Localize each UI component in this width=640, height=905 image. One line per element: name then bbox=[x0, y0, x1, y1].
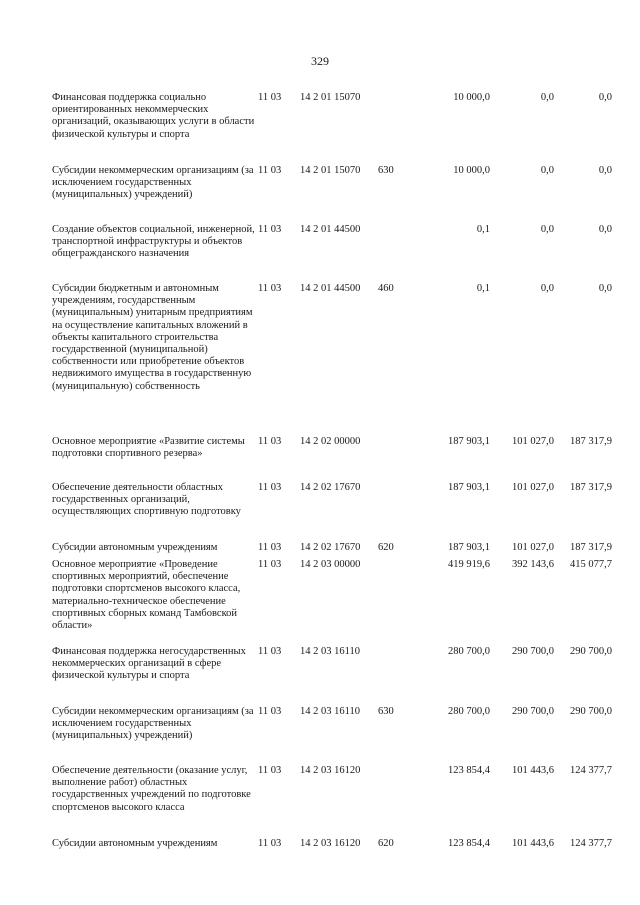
row-vr: 620 bbox=[378, 542, 394, 553]
row-value-year1: 10 000,0 bbox=[453, 92, 490, 103]
row-value-year1: 123 854,4 bbox=[448, 838, 490, 849]
row-value-year2: 101 027,0 bbox=[512, 436, 554, 447]
row-name: Субсидии некоммерческим организациям (за исключением государственных (муниципальных) учреждений) bbox=[52, 165, 254, 201]
row-value-year1: 280 700,0 bbox=[448, 706, 490, 717]
row-value-year3: 124 377,7 bbox=[570, 838, 612, 849]
row-section: 11 03 bbox=[258, 436, 282, 447]
row-section: 11 03 bbox=[258, 646, 282, 657]
row-vr: 630 bbox=[378, 706, 394, 717]
row-section: 11 03 bbox=[258, 838, 282, 849]
row-csr: 14 2 01 15070 bbox=[300, 165, 361, 176]
row-value-year2: 0,0 bbox=[540, 224, 554, 235]
row-section: 11 03 bbox=[258, 224, 282, 235]
row-value-year1: 187 903,1 bbox=[448, 542, 490, 553]
row-value-year3: 290 700,0 bbox=[570, 646, 612, 657]
row-name: Основное мероприятие «Проведение спортивных мероприятий, обеспечение подготовки спортсменов высокого класса, материально-техническое обеспечение спортивных сборных команд Тамбовской области» bbox=[52, 559, 241, 632]
row-name: Основное мероприятие «Развитие системы подготовки спортивного резерва» bbox=[52, 436, 245, 460]
row-section: 11 03 bbox=[258, 559, 282, 570]
row-value-year1: 187 903,1 bbox=[448, 436, 490, 447]
row-value-year1: 0,1 bbox=[476, 283, 490, 294]
row-value-year3: 124 377,7 bbox=[570, 765, 612, 776]
row-name: Финансовая поддержка социально ориентированных некоммерческих организаций, оказывающих услуги в области физической культуры и спорта bbox=[52, 92, 255, 140]
row-name: Финансовая поддержка негосударственных некоммерческих организаций в сфере физической культуры и спорта bbox=[52, 646, 246, 682]
row-csr: 14 2 02 00000 bbox=[300, 436, 361, 447]
row-csr: 14 2 03 00000 bbox=[300, 559, 361, 570]
row-value-year2: 0,0 bbox=[540, 283, 554, 294]
row-value-year2: 101 443,6 bbox=[512, 765, 554, 776]
row-value-year2: 290 700,0 bbox=[512, 646, 554, 657]
row-value-year2: 392 143,6 bbox=[512, 559, 554, 570]
row-section: 11 03 bbox=[258, 482, 282, 493]
row-value-year2: 0,0 bbox=[540, 92, 554, 103]
row-value-year1: 187 903,1 bbox=[448, 482, 490, 493]
row-section: 11 03 bbox=[258, 92, 282, 103]
row-name: Субсидии автономным учреждениям bbox=[52, 542, 218, 553]
row-value-year1: 10 000,0 bbox=[453, 165, 490, 176]
row-csr: 14 2 03 16110 bbox=[300, 706, 360, 717]
row-value-year1: 123 854,4 bbox=[448, 765, 490, 776]
row-csr: 14 2 02 17670 bbox=[300, 542, 361, 553]
row-value-year3: 0,0 bbox=[598, 92, 612, 103]
row-name: Субсидии некоммерческим организациям (за исключением государственных (муниципальных) учреждений) bbox=[52, 706, 254, 742]
row-csr: 14 2 03 16120 bbox=[300, 765, 361, 776]
row-value-year1: 280 700,0 bbox=[448, 646, 490, 657]
row-name: Субсидии автономным учреждениям bbox=[52, 838, 218, 849]
row-value-year3: 0,0 bbox=[598, 224, 612, 235]
row-section: 11 03 bbox=[258, 706, 282, 717]
row-value-year3: 187 317,9 bbox=[570, 482, 612, 493]
row-section: 11 03 bbox=[258, 165, 282, 176]
row-value-year1: 0,1 bbox=[476, 224, 490, 235]
row-name: Субсидии бюджетным и автономным учреждениям, государственным (муниципальным) унитарным предприятиям на осуществление капитальных вложений в объекты капитального строительства государственной (муниципальной) собственности или приобретение объектов недвижимого имущества в государственную (муниципальную) собственность bbox=[52, 283, 253, 392]
row-value-year2: 101 443,6 bbox=[512, 838, 554, 849]
row-csr: 14 2 03 16110 bbox=[300, 646, 360, 657]
page-number: 329 bbox=[311, 54, 329, 68]
row-name: Обеспечение деятельности (оказание услуг, выполнение работ) областных государственных учреждений по подготовке спортсменов высокого класса bbox=[52, 765, 251, 813]
row-csr: 14 2 01 44500 bbox=[300, 224, 361, 235]
row-name: Обеспечение деятельности областных государственных организаций, осуществляющих спортивную подготовку bbox=[52, 482, 241, 518]
row-section: 11 03 bbox=[258, 283, 282, 294]
row-value-year3: 290 700,0 bbox=[570, 706, 612, 717]
row-value-year2: 101 027,0 bbox=[512, 542, 554, 553]
row-value-year2: 0,0 bbox=[540, 165, 554, 176]
row-csr: 14 2 02 17670 bbox=[300, 482, 361, 493]
row-vr: 620 bbox=[378, 838, 394, 849]
row-value-year3: 0,0 bbox=[598, 165, 612, 176]
row-value-year2: 290 700,0 bbox=[512, 706, 554, 717]
row-csr: 14 2 01 44500 bbox=[300, 283, 361, 294]
row-value-year2: 101 027,0 bbox=[512, 482, 554, 493]
row-name: Создание объектов социальной, инженерной, транспортной инфраструктуры и объектов общегражданского назначения bbox=[52, 224, 255, 260]
row-vr: 460 bbox=[378, 283, 394, 294]
row-value-year3: 415 077,7 bbox=[570, 559, 612, 570]
row-value-year3: 0,0 bbox=[598, 283, 612, 294]
row-section: 11 03 bbox=[258, 542, 282, 553]
row-value-year1: 419 919,6 bbox=[448, 559, 490, 570]
row-value-year3: 187 317,9 bbox=[570, 436, 612, 447]
row-csr: 14 2 03 16120 bbox=[300, 838, 361, 849]
row-csr: 14 2 01 15070 bbox=[300, 92, 361, 103]
row-section: 11 03 bbox=[258, 765, 282, 776]
row-value-year3: 187 317,9 bbox=[570, 542, 612, 553]
row-vr: 630 bbox=[378, 165, 394, 176]
